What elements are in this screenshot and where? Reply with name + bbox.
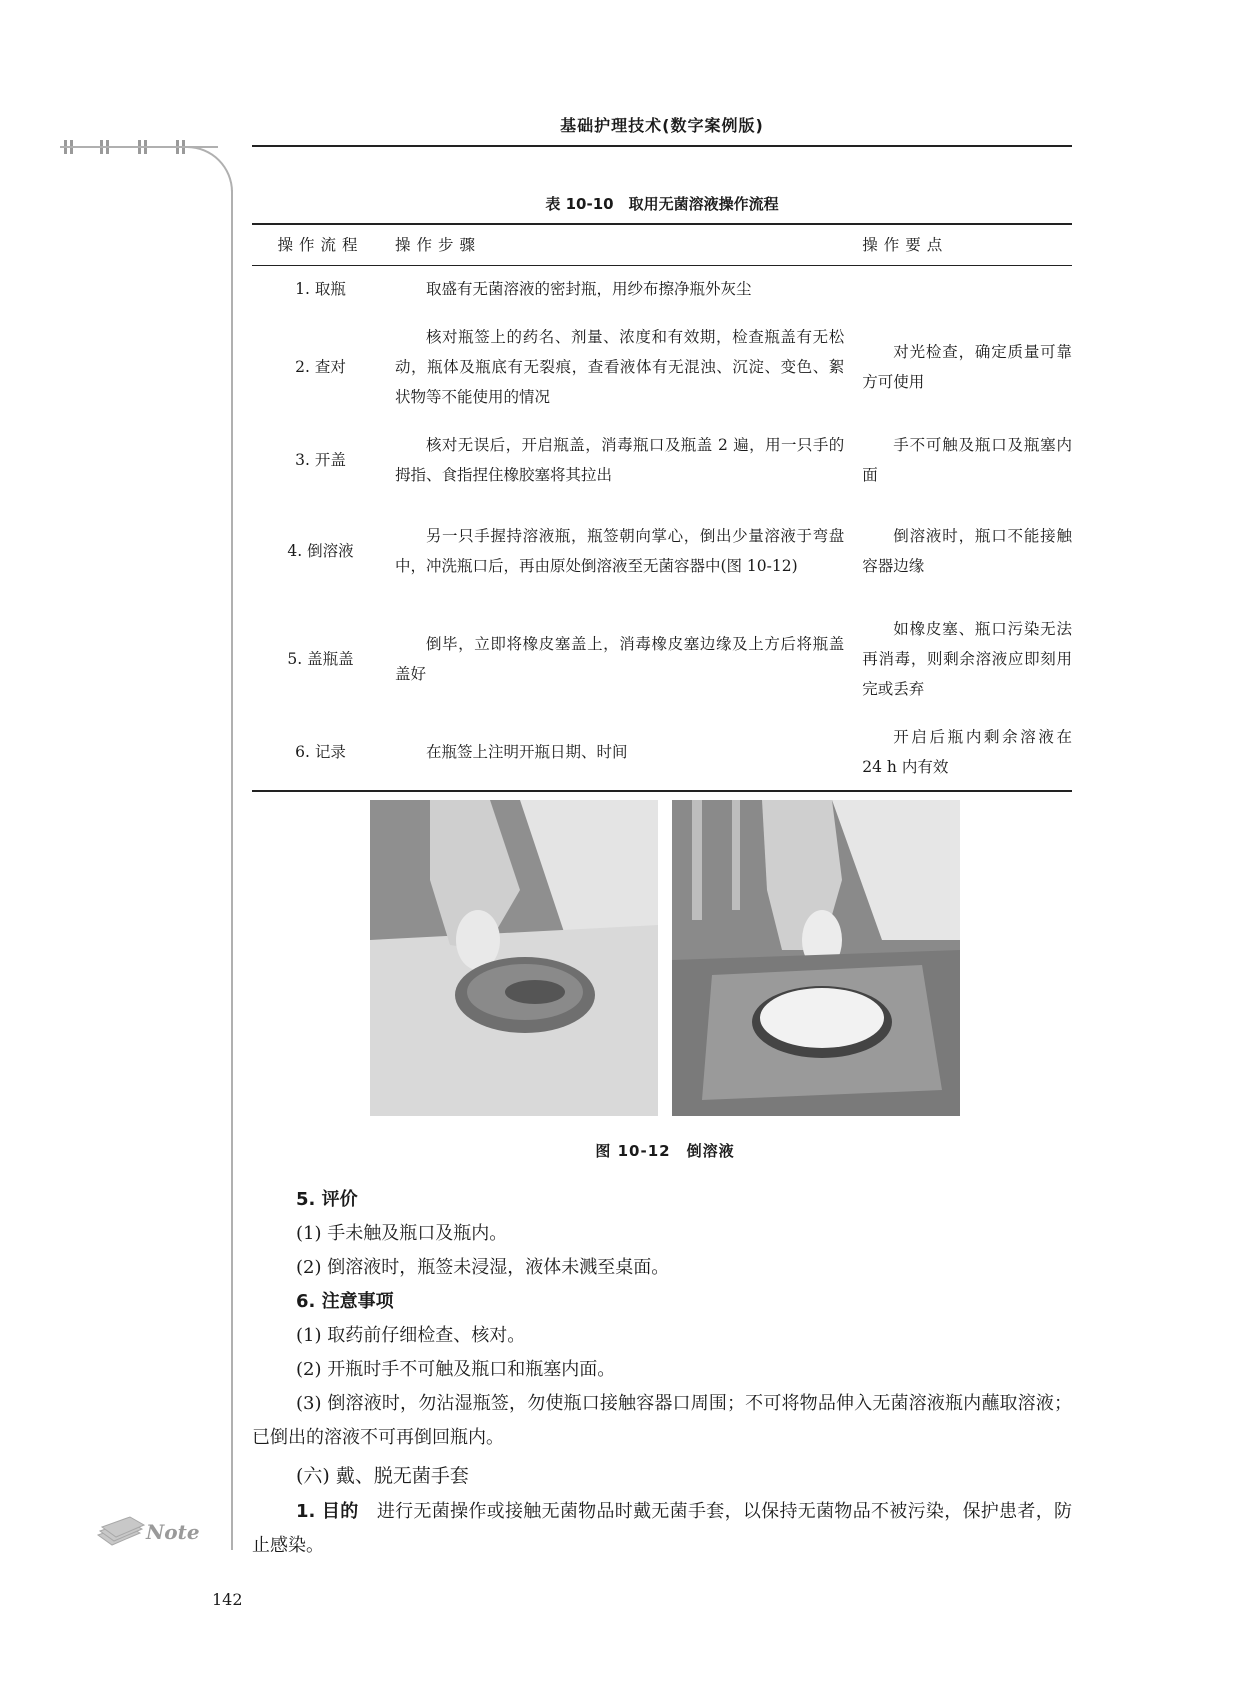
table-row [252,604,1072,714]
figure-photos [370,800,960,1116]
action-cell: 核对瓶签上的药名、剂量、浓度和有效期，检查瓶盖有无松动，瓶体及瓶底有无裂痕，查看液体有无混浊、沉淀、变色、絮状物等不能使用的情况 [394,328,845,406]
purpose-text: 进行无菌操作或接触无菌物品时戴无菌手套，以保持无菌物品不被污染，保护患者，防止感染。 [252,1501,1073,1556]
point-cell: 如橡皮塞、瓶口污染无法再消毒，则剩余溶液应即刻用完或丢弃 [862,620,1072,698]
step-cell: 4. 倒溶液 [287,542,354,560]
section-heading-evaluation: 5. 评价 [296,1189,358,1210]
note-item: (1) 取药前仔细检查、核对。 [296,1325,526,1346]
evaluation-item: (1) 手未触及瓶口及瓶内。 [296,1223,508,1244]
photo-rinse-bottle-into-kidney-dish [370,800,658,1116]
body-text [252,1183,1072,1563]
action-cell: 核对无误后，开启瓶盖，消毒瓶口及瓶盖 2 遍，用一只手的拇指、食指捏住橡胶塞将其拉出 [394,436,845,484]
column-header: 操作要点 [862,224,1072,266]
note-logo-text: Note [146,1520,200,1544]
note-item: (3) 倒溶液时，勿沾湿瓶签，勿使瓶口接触容器口周围；不可将物品伸入无菌溶液瓶内蘸取溶液；已倒出的溶液不可再倒回瓶内。 [252,1393,1072,1448]
action-cell: 倒毕，立即将橡皮塞盖上，消毒橡皮塞边缘及上方后将瓶盖盖好 [394,635,845,683]
point-cell [862,266,1072,313]
table-row [252,714,1072,791]
step-cell: 5. 盖瓶盖 [287,650,354,668]
purpose-paragraph [252,1495,1072,1563]
action-cell: 在瓶签上注明开瓶日期、时间 [389,714,862,791]
column-header: 操作流程 [252,224,389,266]
point-cell: 倒溶液时，瓶口不能接触容器边缘 [862,527,1072,575]
section-heading-notes: 6. 注意事项 [296,1291,394,1312]
table-header-row [252,224,1072,266]
figure-caption: 图 10-12 倒溶液 [595,1142,735,1160]
photo-pour-into-sterile-container [672,800,960,1116]
margin-curve [185,146,233,194]
purpose-label: 1. 目的 [296,1501,359,1522]
action-cell: 另一只手握持溶液瓶，瓶签朝向掌心，倒出少量溶液于弯盘中，冲洗瓶口后，再由原处倒溶液至无菌容器中(图 10-12) [394,527,845,575]
evaluation-item: (2) 倒溶液时，瓶签未浸湿，液体未溅至桌面。 [296,1257,670,1278]
action-cell: 取盛有无菌溶液的密封瓶，用纱布擦净瓶外灰尘 [425,280,752,298]
point-cell: 对光检查，确定质量可靠方可使用 [862,343,1072,391]
table-caption: 表 10-10 取用无菌溶液操作流程 [545,195,779,213]
procedure-table [252,223,1072,792]
page-number: 142 [212,1590,243,1609]
table-row [252,498,1072,604]
point-cell: 开启后瓶内剩余溶液在 24 h 内有效 [862,714,1072,791]
step-cell: 2. 查对 [295,358,346,376]
subsection-heading: (六) 戴、脱无菌手套 [296,1465,469,1487]
step-cell: 3. 开盖 [295,451,346,469]
margin-vertical-rule [231,190,233,1550]
running-header: 基础护理技术(数字案例版) [560,116,764,135]
note-item: (2) 开瓶时手不可触及瓶口和瓶塞内面。 [296,1359,616,1380]
table-row [252,312,1072,422]
table-row [252,422,1072,498]
note-logo [96,1505,206,1555]
header-rule [252,145,1072,147]
step-cell: 1. 取瓶 [295,280,346,298]
table-row [252,266,1072,313]
step-cell: 6. 记录 [252,714,389,791]
point-cell: 手不可触及瓶口及瓶塞内面 [862,436,1072,484]
column-header: 操作步骤 [389,224,862,266]
